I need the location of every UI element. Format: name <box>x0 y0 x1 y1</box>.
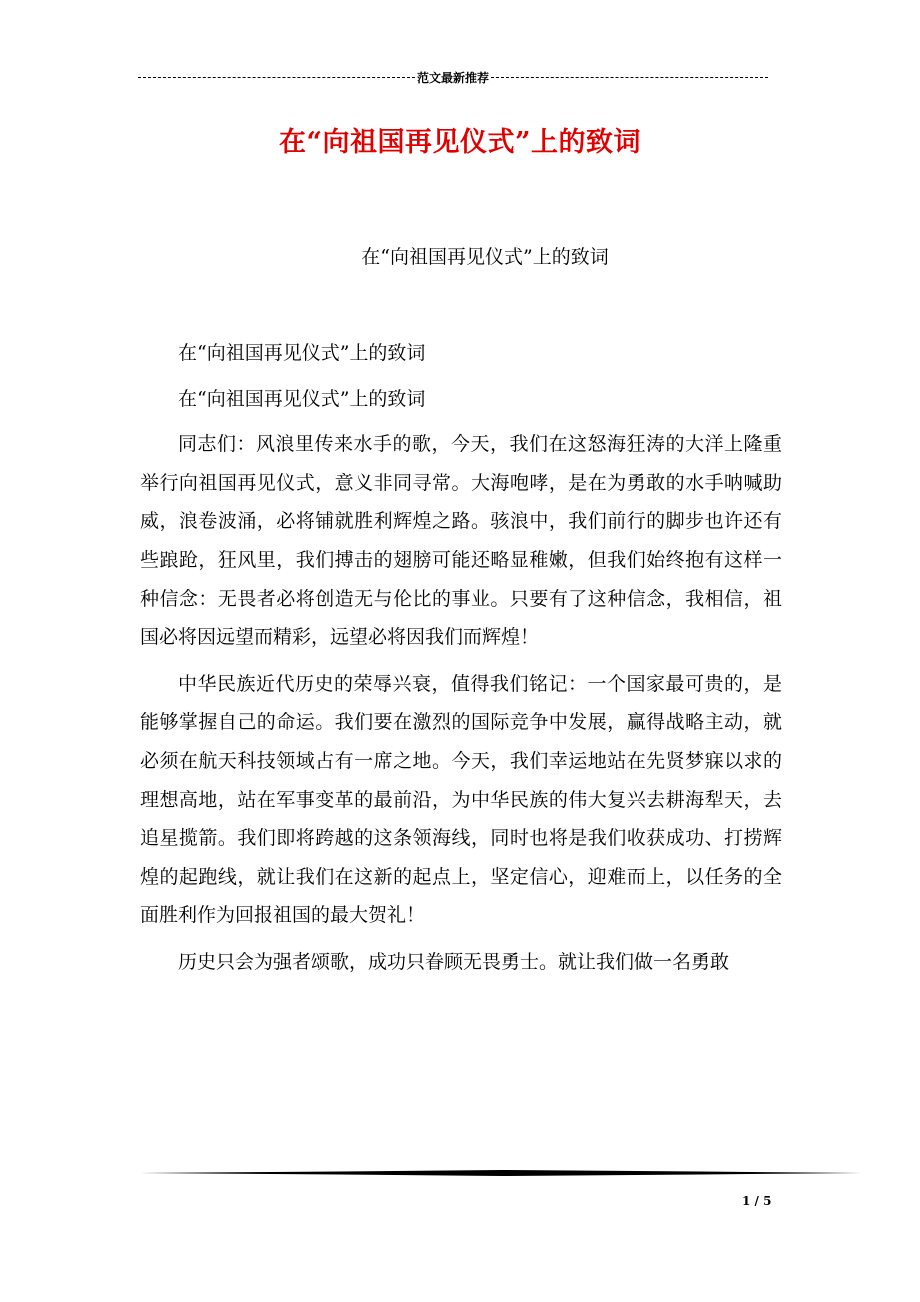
header-dash-right <box>491 77 768 78</box>
document-subtitle: 在“向祖国再见仪式”上的致词 <box>361 246 609 268</box>
page-number: 1 / 5 <box>742 1194 772 1208</box>
paragraph: 中华民族近代历史的荣辱兴衰，值得我们铭记：一个国家最可贵的，是能够掌握自己的命运。我们要在激烈的国际竞争中发展，赢得战略主动，就必须在航天科技领域占有一席之地。今天，我们幸运地站在先贤梦寐以求的理想高地，站在军事变革的最前沿，为中华民族的伟大复兴去耕海犁天，去追星揽箭。我们即将跨越的这条领海线，同时也将是我们收获成功、打捞辉煌的起跑线，就让我们在这新的起点上，坚定信心，迎难而上，以任务的全面胜利作为回报祖国的最大贺礼！ <box>140 672 782 927</box>
paragraph: 同志们：风浪里传来水手的歌，今天，我们在这怒海狂涛的大洋上隆重举行向祖国再见仪式，意义非同寻常。大海咆哮，是在为勇敢的水手呐喊助威，浪卷波涌，必将铺就胜利辉煌之路。骇浪中，我们前行的脚步也许还有些踉跄，狂风里，我们搏击的翅膀可能还略显稚嫩，但我们始终抱有这样一种信念：无畏者必将创造无与伦比的事业。只要有了这种信念，我相信，祖国必将因远望而精彩，远望必将因我们而辉煌！ <box>140 433 782 649</box>
paragraph: 在“向祖国再见仪式”上的致词 <box>178 342 426 364</box>
header-dash-left <box>138 77 415 78</box>
header-label: 范文最新推荐 <box>417 70 490 85</box>
document-body <box>140 334 782 990</box>
paragraph: 在“向祖国再见仪式”上的致词 <box>178 387 426 410</box>
header-banner <box>138 68 768 86</box>
document-title: 在“向祖国再见仪式”上的致词 <box>278 127 642 158</box>
paragraph: 历史只会为强者颂歌，成功只眷顾无畏勇士。就让我们做一名勇敢 <box>178 950 730 973</box>
footer-rule <box>140 1170 862 1176</box>
